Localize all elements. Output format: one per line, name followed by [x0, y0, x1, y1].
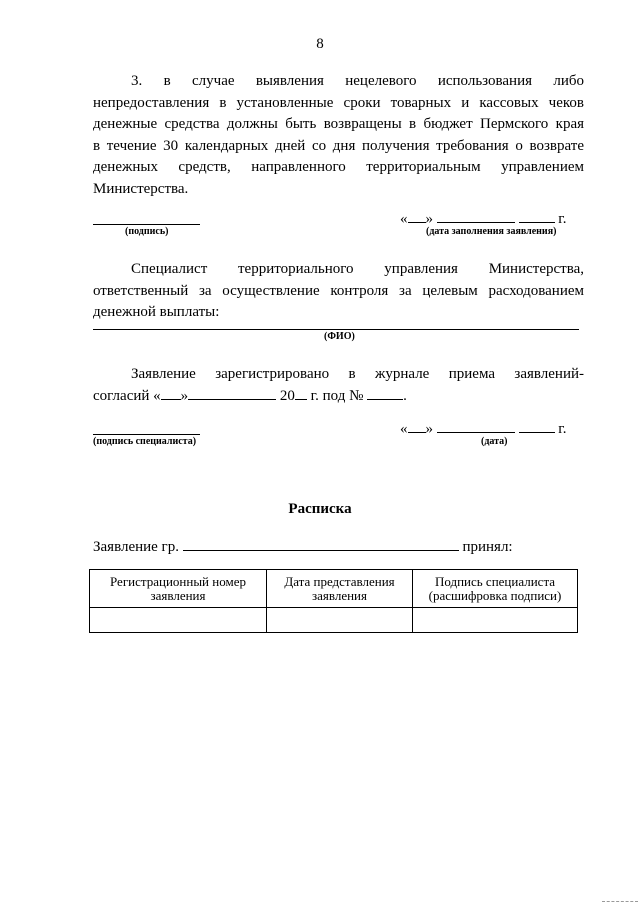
year-suffix: г.	[558, 421, 567, 437]
specialist-fio-line[interactable]	[93, 329, 579, 330]
registration-line	[93, 386, 584, 408]
registration-number-blank[interactable]	[367, 387, 403, 400]
registration-day-blank[interactable]	[161, 387, 181, 400]
clause-3-line: денежные средства должны быть возвращены в бюджет Пермского края	[93, 116, 584, 132]
receipt-line	[93, 538, 513, 556]
applicant-date-caption: (дата заполнения заявления)	[426, 226, 557, 237]
registration-close-quote: »	[180, 387, 189, 404]
clause-3-line: в течение 30 календарных дней со дня получения требования о возврате	[93, 137, 584, 154]
column-header-submission-date: Дата представления заявления	[267, 570, 413, 608]
year-blank[interactable]	[519, 420, 555, 433]
registration-prefix: согласий «	[93, 387, 161, 404]
column-header-registration-number: Регистрационный номер заявления	[90, 570, 267, 608]
specialist-signature-caption: (подпись специалиста)	[93, 436, 197, 447]
registration-year: 20	[279, 387, 295, 404]
date-quote-close: »	[425, 211, 433, 227]
table-cell[interactable]	[267, 608, 413, 633]
clause-3-line: денежных средств, направленного территориальным управлением	[93, 159, 584, 175]
receipt-applicant-blank[interactable]	[183, 538, 459, 551]
date-quote-close: »	[425, 421, 433, 437]
clause-3-line: Министерства.	[93, 180, 189, 197]
page-number: 8	[316, 36, 324, 52]
clause-3-paragraph	[93, 71, 584, 200]
specialist-signature-line[interactable]	[93, 434, 200, 435]
clause-3-line: непредоставления в установленные сроки товарных и кассовых чеков	[93, 94, 584, 111]
clause-3-line: 3. в случае выявления нецелевого использования либо	[131, 73, 584, 89]
specialist-line: денежной выплаты:	[93, 304, 220, 320]
applicant-signature-caption: (подпись)	[125, 226, 169, 237]
applicant-signature-line[interactable]	[93, 224, 200, 225]
table-cell[interactable]	[90, 608, 267, 633]
receipt-table	[89, 569, 578, 633]
fio-caption: (ФИО)	[324, 331, 355, 342]
registration-end: .	[403, 387, 407, 404]
date-quote-open: «	[400, 421, 408, 437]
specialist-line: ответственный за осуществление контроля за целевым расходованием	[93, 282, 584, 299]
specialist-paragraph	[93, 259, 584, 324]
day-blank[interactable]	[408, 420, 426, 433]
registration-line: Заявление зарегистрировано в журнале приема заявлений-	[131, 366, 584, 382]
table-row	[90, 608, 578, 633]
date-quote-open: «	[400, 211, 408, 227]
scan-edge-mark	[602, 901, 638, 903]
registration-year-blank[interactable]	[295, 387, 307, 400]
column-header-specialist-signature: Подпись специалиста (расшифровка подписи)	[413, 570, 578, 608]
receipt-table-header-row	[90, 570, 578, 608]
day-blank[interactable]	[408, 210, 426, 223]
year-suffix: г.	[558, 211, 567, 227]
specialist-line: Специалист территориального управления Министерства,	[131, 261, 584, 277]
registration-suffix: г. под №	[310, 387, 364, 404]
table-cell[interactable]	[413, 608, 578, 633]
year-blank[interactable]	[519, 210, 555, 223]
specialist-date-caption: (дата)	[481, 436, 508, 447]
receipt-line-suffix: принял:	[462, 539, 513, 555]
registration-paragraph	[93, 364, 584, 407]
registration-month-blank[interactable]	[188, 387, 276, 400]
receipt-title: Расписка	[288, 501, 352, 517]
month-blank[interactable]	[437, 420, 515, 433]
month-blank[interactable]	[437, 210, 515, 223]
receipt-line-prefix: Заявление гр.	[93, 539, 179, 555]
